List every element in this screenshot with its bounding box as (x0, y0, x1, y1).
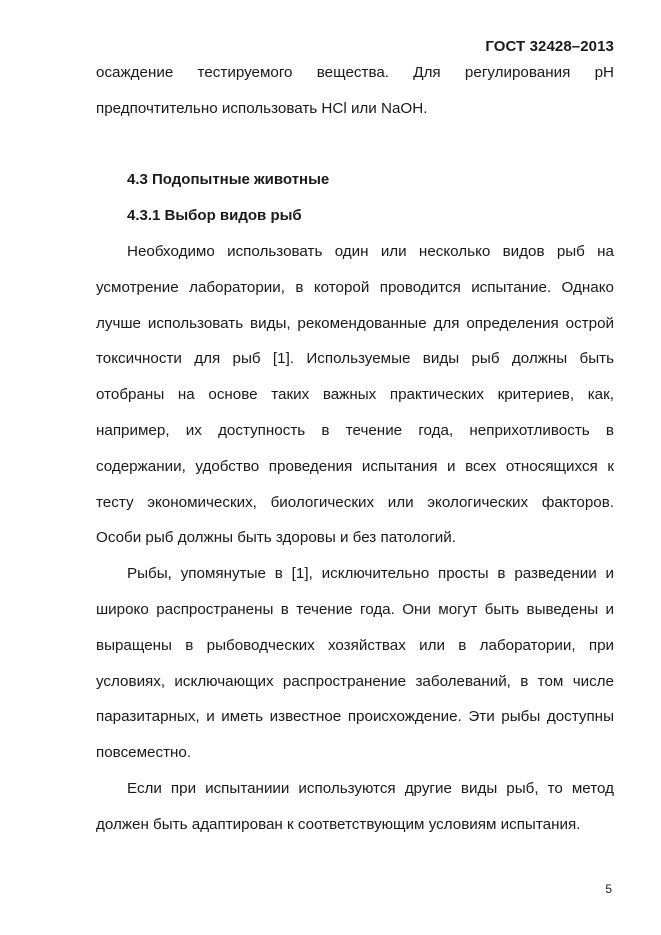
paragraph-spacer (96, 127, 614, 163)
document-standard-header: ГОСТ 32428–2013 (485, 38, 614, 55)
page-number: 5 (605, 882, 612, 896)
subsection-heading: 4.3.1 Выбор видов рыб (127, 207, 302, 225)
intro-paragraph: осаждение тестируемого вещества. Для регулирования pH предпочтительно использовать HCl или NaOH. (96, 64, 614, 117)
section-heading: 4.3 Подопытные животные (127, 171, 330, 189)
paragraph-method-adaptation: Если при испытаниии используются другие виды рыб, то метод должен быть адаптирован к соответствующим условиям испытания. (96, 779, 614, 833)
paragraph-fish-availability: Рыбы, упомянутые в [1], исключительно просты в разведении и широко распространены в течение года. Они могут быть выведены и выращены в рыбоводческих хозяйствах или в лаборатории, при условиях, исключающих распространение заболеваний, в том числе паразитарных, и иметь известное происхождение. Эти рыбы доступны повсеместно. (96, 565, 614, 762)
document-body (96, 55, 614, 843)
paragraph-species-selection: Необходимо использовать один или несколько видов рыб на усмотрение лаборатории, в которой проводится испытание. Однако лучше использовать виды, рекомендованные для определения острой токсичности для рыб [1]. Используемые виды рыб должны быть отобраны на основе таких важных практических критериев, как, например, их доступность в течение года, неприхотливость в содержании, удобство проведения испытания и всех относящихся к тесту экономических, биологических или экологических факторов. Особи рыб должны быть здоровы и без патологий. (96, 242, 614, 547)
